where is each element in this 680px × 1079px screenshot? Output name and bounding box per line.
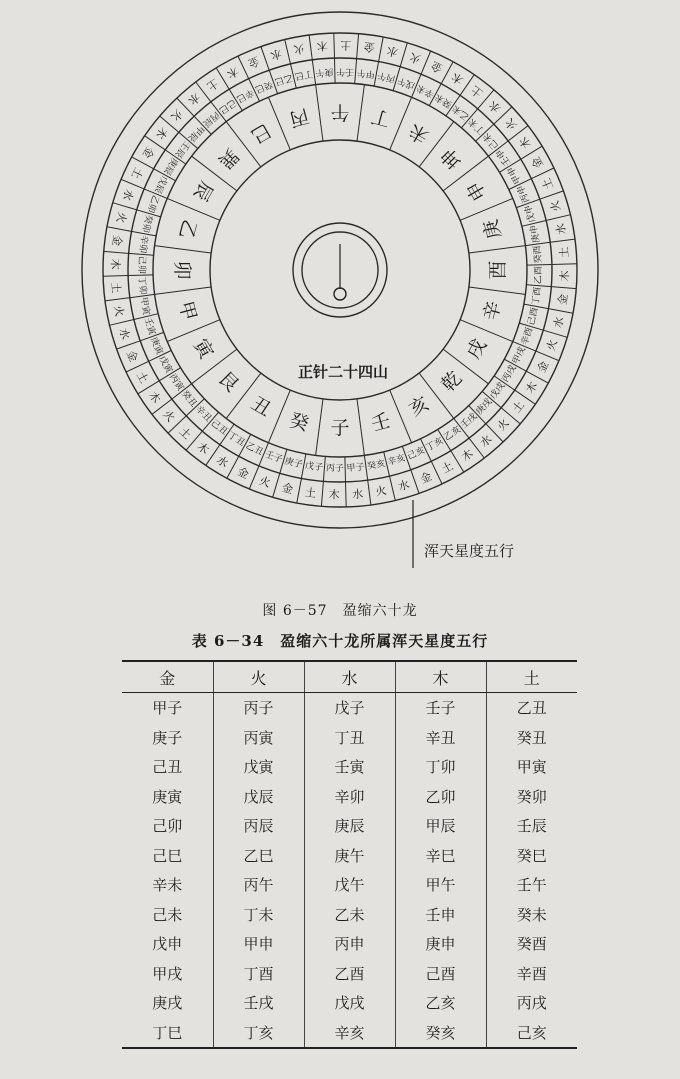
table-cell: 癸卯 xyxy=(486,782,577,812)
mountain-label: 申 xyxy=(462,177,492,205)
dragon-label: 壬午 xyxy=(336,65,355,77)
column-header: 金 xyxy=(122,661,213,693)
table-cell: 癸巳 xyxy=(486,841,577,871)
table-cell: 甲午 xyxy=(395,870,486,900)
column-header: 木 xyxy=(395,661,486,693)
dragon-label: 庚午 xyxy=(315,65,334,78)
table-row xyxy=(122,841,577,871)
table-cell: 壬辰 xyxy=(486,811,577,841)
element-label: 金 xyxy=(429,58,445,76)
dragon-label: 丁亥 xyxy=(424,436,446,454)
element-label: 金 xyxy=(555,293,571,306)
element-label: 金 xyxy=(139,144,157,161)
table-header-row xyxy=(122,661,577,693)
element-label: 木 xyxy=(449,69,466,87)
dragon-label: 庚子 xyxy=(283,456,304,471)
mountain-label: 巳 xyxy=(247,118,275,148)
dragon-label: 甲寅 xyxy=(137,296,151,317)
dragon-label: 辛酉 xyxy=(519,326,536,347)
element-label: 木 xyxy=(152,124,171,142)
table-cell: 戊午 xyxy=(304,870,395,900)
dragon-label: 戊寅 xyxy=(156,354,174,376)
element-label: 火 xyxy=(111,304,127,318)
table-cell: 壬戌 xyxy=(213,988,304,1018)
table-row xyxy=(122,929,577,959)
dragon-label: 己巳 xyxy=(217,96,238,116)
column-header: 土 xyxy=(486,661,577,693)
dragon-label: 乙巳 xyxy=(273,71,294,87)
table-row xyxy=(122,900,577,930)
element-label: 土 xyxy=(304,485,317,501)
dragon-label: 辛卯 xyxy=(136,234,149,254)
table-row xyxy=(122,1018,577,1049)
center-label: 正针二十四山 xyxy=(297,363,389,381)
dragon-label: 乙丑 xyxy=(244,441,265,458)
dragon-label: 丙戌 xyxy=(500,363,519,385)
table-cell: 辛丑 xyxy=(395,723,486,753)
dragon-label: 乙卯 xyxy=(144,193,161,214)
table-cell: 辛未 xyxy=(152,876,183,895)
table-row xyxy=(122,752,577,782)
dragon-label: 甲戌 xyxy=(511,345,528,366)
element-label: 水 xyxy=(553,222,569,236)
mountain-label: 卯 xyxy=(171,260,193,280)
table-cell: 辛亥 xyxy=(304,1018,395,1049)
dragon-label: 丁未 xyxy=(467,115,487,136)
table-cell: 壬子 xyxy=(395,693,486,723)
table-cell: 戊子 xyxy=(304,693,395,723)
dragon-label: 甲子 xyxy=(346,462,365,475)
dragon-label: 丙辰 xyxy=(200,109,221,129)
dragon-label: 戊辰 xyxy=(152,174,169,195)
table-title: 表 6－34 盈缩六十龙所属浑天星度五行 xyxy=(191,632,489,650)
element-label: 金 xyxy=(235,464,251,482)
mountain-label: 酉 xyxy=(487,260,509,280)
table-cell: 己丑 xyxy=(152,758,183,777)
element-label: 水 xyxy=(486,98,504,116)
table-cell: 庚寅 xyxy=(152,787,183,806)
dragon-label: 辛巳 xyxy=(234,86,256,104)
mountain-label: 庚 xyxy=(479,217,506,242)
element-label: 木 xyxy=(316,38,329,53)
dragon-label: 丙申 xyxy=(515,183,532,205)
element-label: 火 xyxy=(168,106,186,124)
element-label: 火 xyxy=(407,49,423,66)
element-label: 金 xyxy=(280,481,295,497)
element-label: 木 xyxy=(146,389,164,406)
element-label: 土 xyxy=(439,459,456,477)
dragon-label: 辛未 xyxy=(415,82,436,99)
element-label: 土 xyxy=(468,82,486,101)
pointer-label: 浑天星度五行 xyxy=(424,542,515,560)
element-table xyxy=(122,660,577,1049)
mountain-label: 壬 xyxy=(368,409,393,436)
table-cell: 丁未 xyxy=(213,900,304,930)
mountain-label: 乙 xyxy=(174,217,201,242)
table-cell: 壬申 xyxy=(395,900,486,930)
dragon-label: 戊申 xyxy=(523,203,539,224)
dragon-label: 癸酉 xyxy=(532,245,545,264)
table-cell: 丁酉 xyxy=(213,959,304,989)
element-label: 火 xyxy=(160,407,178,425)
dragon-label: 己酉 xyxy=(526,306,541,327)
element-label: 木 xyxy=(459,446,476,464)
element-label: 木 xyxy=(523,379,541,396)
table-cell: 癸亥 xyxy=(395,1018,486,1049)
table-cell: 壬寅 xyxy=(304,752,395,782)
element-label: 木 xyxy=(516,134,534,151)
dragon-label: 庚寅 xyxy=(148,335,165,357)
table-cell: 癸丑 xyxy=(486,723,577,753)
element-label: 土 xyxy=(133,369,151,386)
table-cell: 乙未 xyxy=(304,900,395,930)
element-label: 土 xyxy=(128,165,146,181)
table-cell: 戊寅 xyxy=(213,752,304,782)
table-cell: 己酉 xyxy=(395,959,486,989)
mountain-label: 丁 xyxy=(368,104,393,131)
mountain-label: 甲 xyxy=(174,298,201,323)
table-cell: 辛酉 xyxy=(486,959,577,989)
element-label: 木 xyxy=(558,270,572,282)
column-header: 水 xyxy=(304,661,395,693)
table-cell: 丙子 xyxy=(213,693,304,723)
table-cell: 甲寅 xyxy=(486,752,577,782)
dragon-label: 癸卯 xyxy=(139,213,154,234)
element-label: 金 xyxy=(246,53,262,71)
table-row xyxy=(122,693,577,723)
dragon-label: 丙寅 xyxy=(166,372,186,393)
element-label: 土 xyxy=(340,38,352,52)
element-label: 水 xyxy=(396,477,412,494)
table-cell: 辛巳 xyxy=(395,841,486,871)
element-label: 金 xyxy=(363,39,376,55)
mountain-label: 坤 xyxy=(437,143,467,173)
table-cell: 癸未 xyxy=(486,900,577,930)
dragon-label: 己亥 xyxy=(405,445,427,462)
table-cell: 戊辰 xyxy=(213,782,304,812)
dragon-label: 戊午 xyxy=(396,74,417,91)
table-row xyxy=(122,988,577,1018)
dragon-label: 壬子 xyxy=(263,449,284,466)
table-row xyxy=(122,811,577,841)
table-cell: 乙酉 xyxy=(304,959,395,989)
dragon-label: 戊戌 xyxy=(488,380,508,402)
dragon-label: 癸亥 xyxy=(366,459,387,473)
table-cell: 丙辰 xyxy=(213,811,304,841)
table-cell: 甲子 xyxy=(152,699,183,718)
mountain-label: 午 xyxy=(330,101,350,123)
table-cell: 庚午 xyxy=(304,841,395,871)
dragon-label: 丙午 xyxy=(376,69,397,84)
dragon-label: 癸巳 xyxy=(253,78,275,95)
dragon-label: 丁卯 xyxy=(135,276,148,295)
element-label: 水 xyxy=(385,43,400,59)
dragon-label: 壬寅 xyxy=(141,316,157,337)
table-cell: 庚辰 xyxy=(304,811,395,841)
dragon-label: 己丑 xyxy=(208,418,230,438)
element-label: 土 xyxy=(108,281,123,294)
dragon-label: 辛亥 xyxy=(386,453,407,469)
table-cell: 庚子 xyxy=(152,728,183,747)
table-row xyxy=(122,723,577,753)
element-label: 水 xyxy=(551,315,567,330)
element-label: 水 xyxy=(116,326,133,342)
dragon-label: 己未 xyxy=(481,130,501,151)
dragon-label: 戊子 xyxy=(304,461,324,474)
element-label: 火 xyxy=(494,416,512,434)
mountain-label: 癸 xyxy=(287,409,312,436)
element-label: 水 xyxy=(214,453,231,471)
table-cell: 丁卯 xyxy=(395,752,486,782)
mountain-label: 子 xyxy=(330,417,350,439)
element-label: 金 xyxy=(529,154,547,171)
element-label: 火 xyxy=(374,483,388,499)
table-cell: 己未 xyxy=(152,905,183,924)
element-label: 水 xyxy=(185,90,203,108)
table-cell: 庚戌 xyxy=(152,994,183,1013)
table-cell: 戊戌 xyxy=(304,988,395,1018)
table-cell: 丁亥 xyxy=(213,1018,304,1049)
element-label: 金 xyxy=(534,359,552,375)
table-row xyxy=(122,782,577,812)
table-cell: 甲戌 xyxy=(152,964,183,983)
table-cell: 乙卯 xyxy=(395,782,486,812)
element-label: 金 xyxy=(418,469,434,487)
dragon-label: 癸丑 xyxy=(179,389,199,410)
dragon-label: 庚戌 xyxy=(474,397,495,417)
element-label: 火 xyxy=(113,210,129,225)
element-label: 水 xyxy=(119,187,136,203)
element-label: 水 xyxy=(477,432,495,450)
element-label: 火 xyxy=(547,198,564,214)
table-cell: 丙午 xyxy=(213,870,304,900)
mountain-label: 辰 xyxy=(188,177,218,205)
table-cell: 庚申 xyxy=(395,929,486,959)
table-cell: 丁丑 xyxy=(304,723,395,753)
table-cell: 乙亥 xyxy=(395,988,486,1018)
table-cell: 丙戌 xyxy=(486,988,577,1018)
element-label: 木 xyxy=(224,63,241,81)
dragon-label: 丁丑 xyxy=(225,430,247,449)
dragon-label: 壬戌 xyxy=(459,411,480,431)
element-label: 火 xyxy=(544,337,561,353)
table-cell: 己卯 xyxy=(152,817,183,836)
compass-needle xyxy=(334,244,346,300)
mountain-label: 丑 xyxy=(247,392,275,422)
element-label: 土 xyxy=(557,246,572,259)
element-label: 土 xyxy=(204,76,221,94)
dragon-label: 甲申 xyxy=(506,164,524,186)
table-cell: 己亥 xyxy=(486,1018,577,1049)
dragon-label: 己卯 xyxy=(135,255,147,274)
dragon-label: 壬申 xyxy=(494,147,514,168)
mountain-label: 未 xyxy=(405,118,433,148)
dragon-label: 癸未 xyxy=(433,91,455,110)
dragon-label: 乙亥 xyxy=(442,424,463,444)
table-cell: 壬午 xyxy=(486,870,577,900)
table-cell: 甲辰 xyxy=(395,811,486,841)
element-label: 金 xyxy=(109,234,125,247)
table-row xyxy=(122,870,577,900)
dragon-label: 丙子 xyxy=(325,463,344,475)
mountain-label: 巽 xyxy=(213,143,243,173)
element-label: 土 xyxy=(176,424,194,442)
figure-caption: 图 6－57 盈缩六十龙 xyxy=(262,603,418,619)
table-cell: 戊申 xyxy=(152,935,183,954)
element-label: 水 xyxy=(268,46,284,63)
table-cell: 己巳 xyxy=(152,846,183,865)
element-label: 土 xyxy=(509,398,528,416)
element-label: 木 xyxy=(328,488,340,502)
element-label: 金 xyxy=(123,348,141,364)
dragon-label: 甲午 xyxy=(356,66,376,79)
element-label: 水 xyxy=(351,487,364,502)
dragon-label: 乙酉 xyxy=(533,266,545,285)
table-cell: 乙丑 xyxy=(486,693,577,723)
element-label: 木 xyxy=(194,439,212,458)
mountain-label: 辛 xyxy=(479,298,506,323)
element-label: 土 xyxy=(539,176,557,192)
table-cell: 辛卯 xyxy=(304,782,395,812)
dragon-label: 丁巳 xyxy=(293,67,314,81)
mountain-label: 丙 xyxy=(287,104,312,131)
element-label: 火 xyxy=(502,115,520,133)
column-header: 火 xyxy=(213,661,304,693)
mountain-label: 艮 xyxy=(213,367,243,397)
mountain-label: 寅 xyxy=(188,335,218,363)
table-cell: 丙申 xyxy=(304,929,395,959)
dragon-label: 庚申 xyxy=(529,223,543,244)
mountain-label: 乾 xyxy=(437,367,467,397)
dragon-label: 甲辰 xyxy=(185,123,206,143)
table-body xyxy=(122,693,577,1049)
table-row xyxy=(122,959,577,989)
mountain-label: 亥 xyxy=(405,392,433,422)
dragon-label: 庚辰 xyxy=(161,155,180,177)
dragon-label: 壬辰 xyxy=(172,138,192,160)
dragon-label: 辛丑 xyxy=(193,404,213,425)
mountain-label: 戌 xyxy=(462,335,492,363)
table-cell: 丙寅 xyxy=(213,723,304,753)
dragon-label: 丁酉 xyxy=(531,286,544,306)
table-cell: 乙巳 xyxy=(213,841,304,871)
table-cell: 癸酉 xyxy=(486,929,577,959)
element-label: 火 xyxy=(292,41,306,57)
dragon-label: 乙未 xyxy=(450,102,472,122)
table-cell: 甲申 xyxy=(213,929,304,959)
element-label: 火 xyxy=(257,474,273,491)
element-label: 木 xyxy=(108,258,122,270)
table-cell: 丁巳 xyxy=(122,1018,213,1049)
